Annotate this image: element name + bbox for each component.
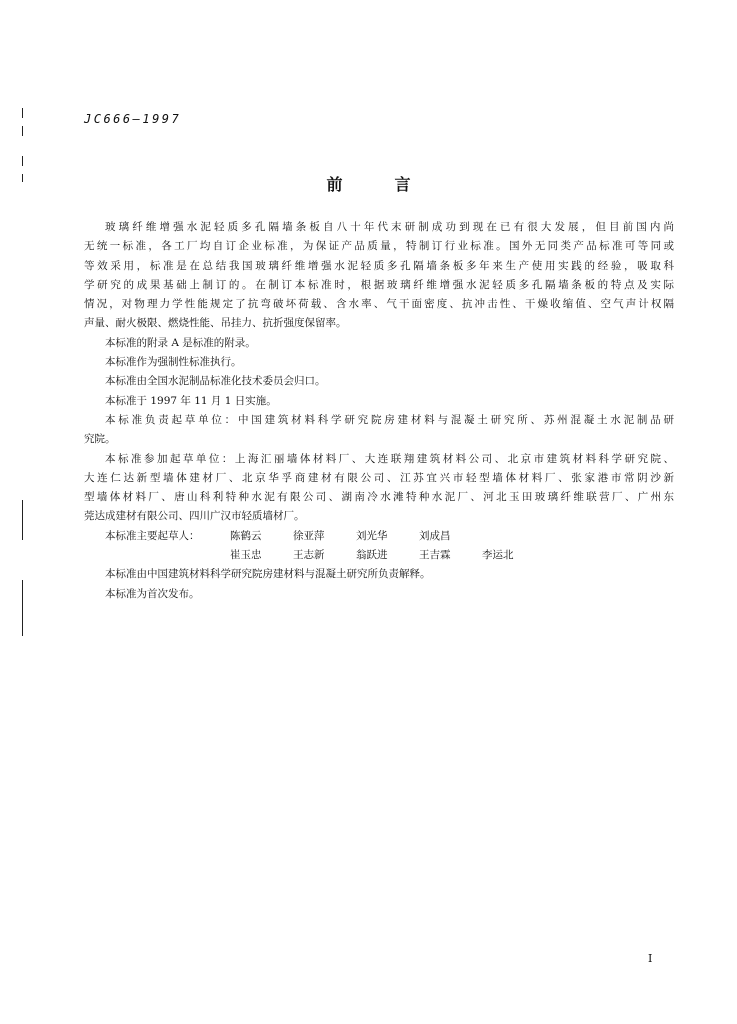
intro-line: 等效采用，标准是在总结我国玻璃纤维增强水泥轻质多孔隔墙条板多年来生产使用实践的经验，吸取科 bbox=[84, 259, 674, 272]
intro-line: 学研究的成果基础上制订的。在制订本标准时，根据玻璃纤维增强水泥轻质多孔隔墙条板的特点及实际 bbox=[84, 278, 674, 291]
drafter-name: 王志新 bbox=[293, 549, 325, 562]
drafter-name: 刘光华 bbox=[356, 529, 388, 542]
responsible-units-line: 本标准负责起草单位：中国建筑材料科学研究院房建材料与混凝土研究所、苏州混凝土水泥制品研 bbox=[105, 413, 674, 426]
intro-line: 情况，对物理力学性能规定了抗弯破坏荷载、含水率、气干面密度、抗冲击性、干燥收缩值、空气声计权隔 bbox=[84, 298, 674, 311]
centralized-statement: 本标准由全国水泥制品标准化技术委员会归口。 bbox=[105, 375, 326, 388]
page-title: 前言 bbox=[326, 175, 463, 194]
drafter-name: 陈鹤云 bbox=[230, 529, 262, 542]
drafter-name: 徐亚萍 bbox=[293, 529, 325, 542]
drafter-name: 李运北 bbox=[482, 549, 514, 562]
responsible-units-line: 究院。 bbox=[84, 433, 116, 446]
appendix-statement: 本标准的附录 A 是标准的附录。 bbox=[105, 336, 256, 349]
drafters-names bbox=[230, 546, 545, 565]
binding-mark bbox=[22, 126, 23, 136]
effective-date-statement: 本标准于 1997 年 11 月 1 日实施。 bbox=[105, 394, 277, 407]
page-number: I bbox=[648, 952, 653, 965]
foreword-body bbox=[84, 218, 674, 604]
document-code: JC666—1997 bbox=[84, 112, 182, 126]
drafter-name: 崔玉忠 bbox=[230, 549, 262, 562]
first-release-statement: 本标准为首次发布。 bbox=[105, 587, 200, 600]
interpretation-statement: 本标准由中国建筑材料科学研究院房建材料与混凝土研究所负责解释。 bbox=[105, 568, 431, 581]
drafter-name: 王吉霖 bbox=[419, 549, 451, 562]
drafter-name: 刘成昌 bbox=[419, 529, 451, 542]
intro-line: 玻璃纤维增强水泥轻质多孔隔墙条板自八十年代末研制成功到现在已有很大发展，但目前国内尚 bbox=[105, 221, 674, 233]
drafters-row bbox=[84, 546, 674, 565]
binding-mark bbox=[22, 156, 23, 166]
intro-line: 无统一标准，各工厂均自订企业标准，为保证产品质量，特制订行业标准。国外无同类产品标准可等同或 bbox=[84, 240, 674, 253]
binding-mark bbox=[22, 108, 23, 118]
participating-units-line: 莞达成建材有限公司、四川广汉市轻质墙材厂。 bbox=[84, 510, 305, 523]
intro-line: 声量、耐火极限、燃烧性能、吊挂力、抗折强度保留率。 bbox=[84, 317, 347, 330]
binding-mark bbox=[22, 500, 23, 540]
drafters-label: 本标准主要起草人： bbox=[105, 529, 200, 542]
binding-mark bbox=[22, 580, 23, 636]
drafters-names bbox=[230, 527, 482, 546]
participating-units-line: 大连仁达新型墙体建材厂、北京华孚商建材有限公司、江苏宜兴市轻型墙体材料厂、张家港市常阴沙新 bbox=[84, 471, 674, 484]
drafters-row bbox=[84, 527, 674, 546]
drafter-name: 翁跃进 bbox=[356, 549, 388, 562]
participating-units-line: 本标准参加起草单位：上海汇丽墙体材料厂、大连联翔建筑材料公司、北京市建筑材料科学研究院、 bbox=[105, 452, 674, 465]
drafters-label-spacer bbox=[84, 546, 230, 565]
mandatory-statement: 本标准作为强制性标准执行。 bbox=[105, 356, 242, 369]
participating-units-line: 型墙体材料厂、唐山科利特种水泥有限公司、湖南冷水滩特种水泥厂、河北玉田玻璃纤维联营厂、广州东 bbox=[84, 491, 674, 504]
